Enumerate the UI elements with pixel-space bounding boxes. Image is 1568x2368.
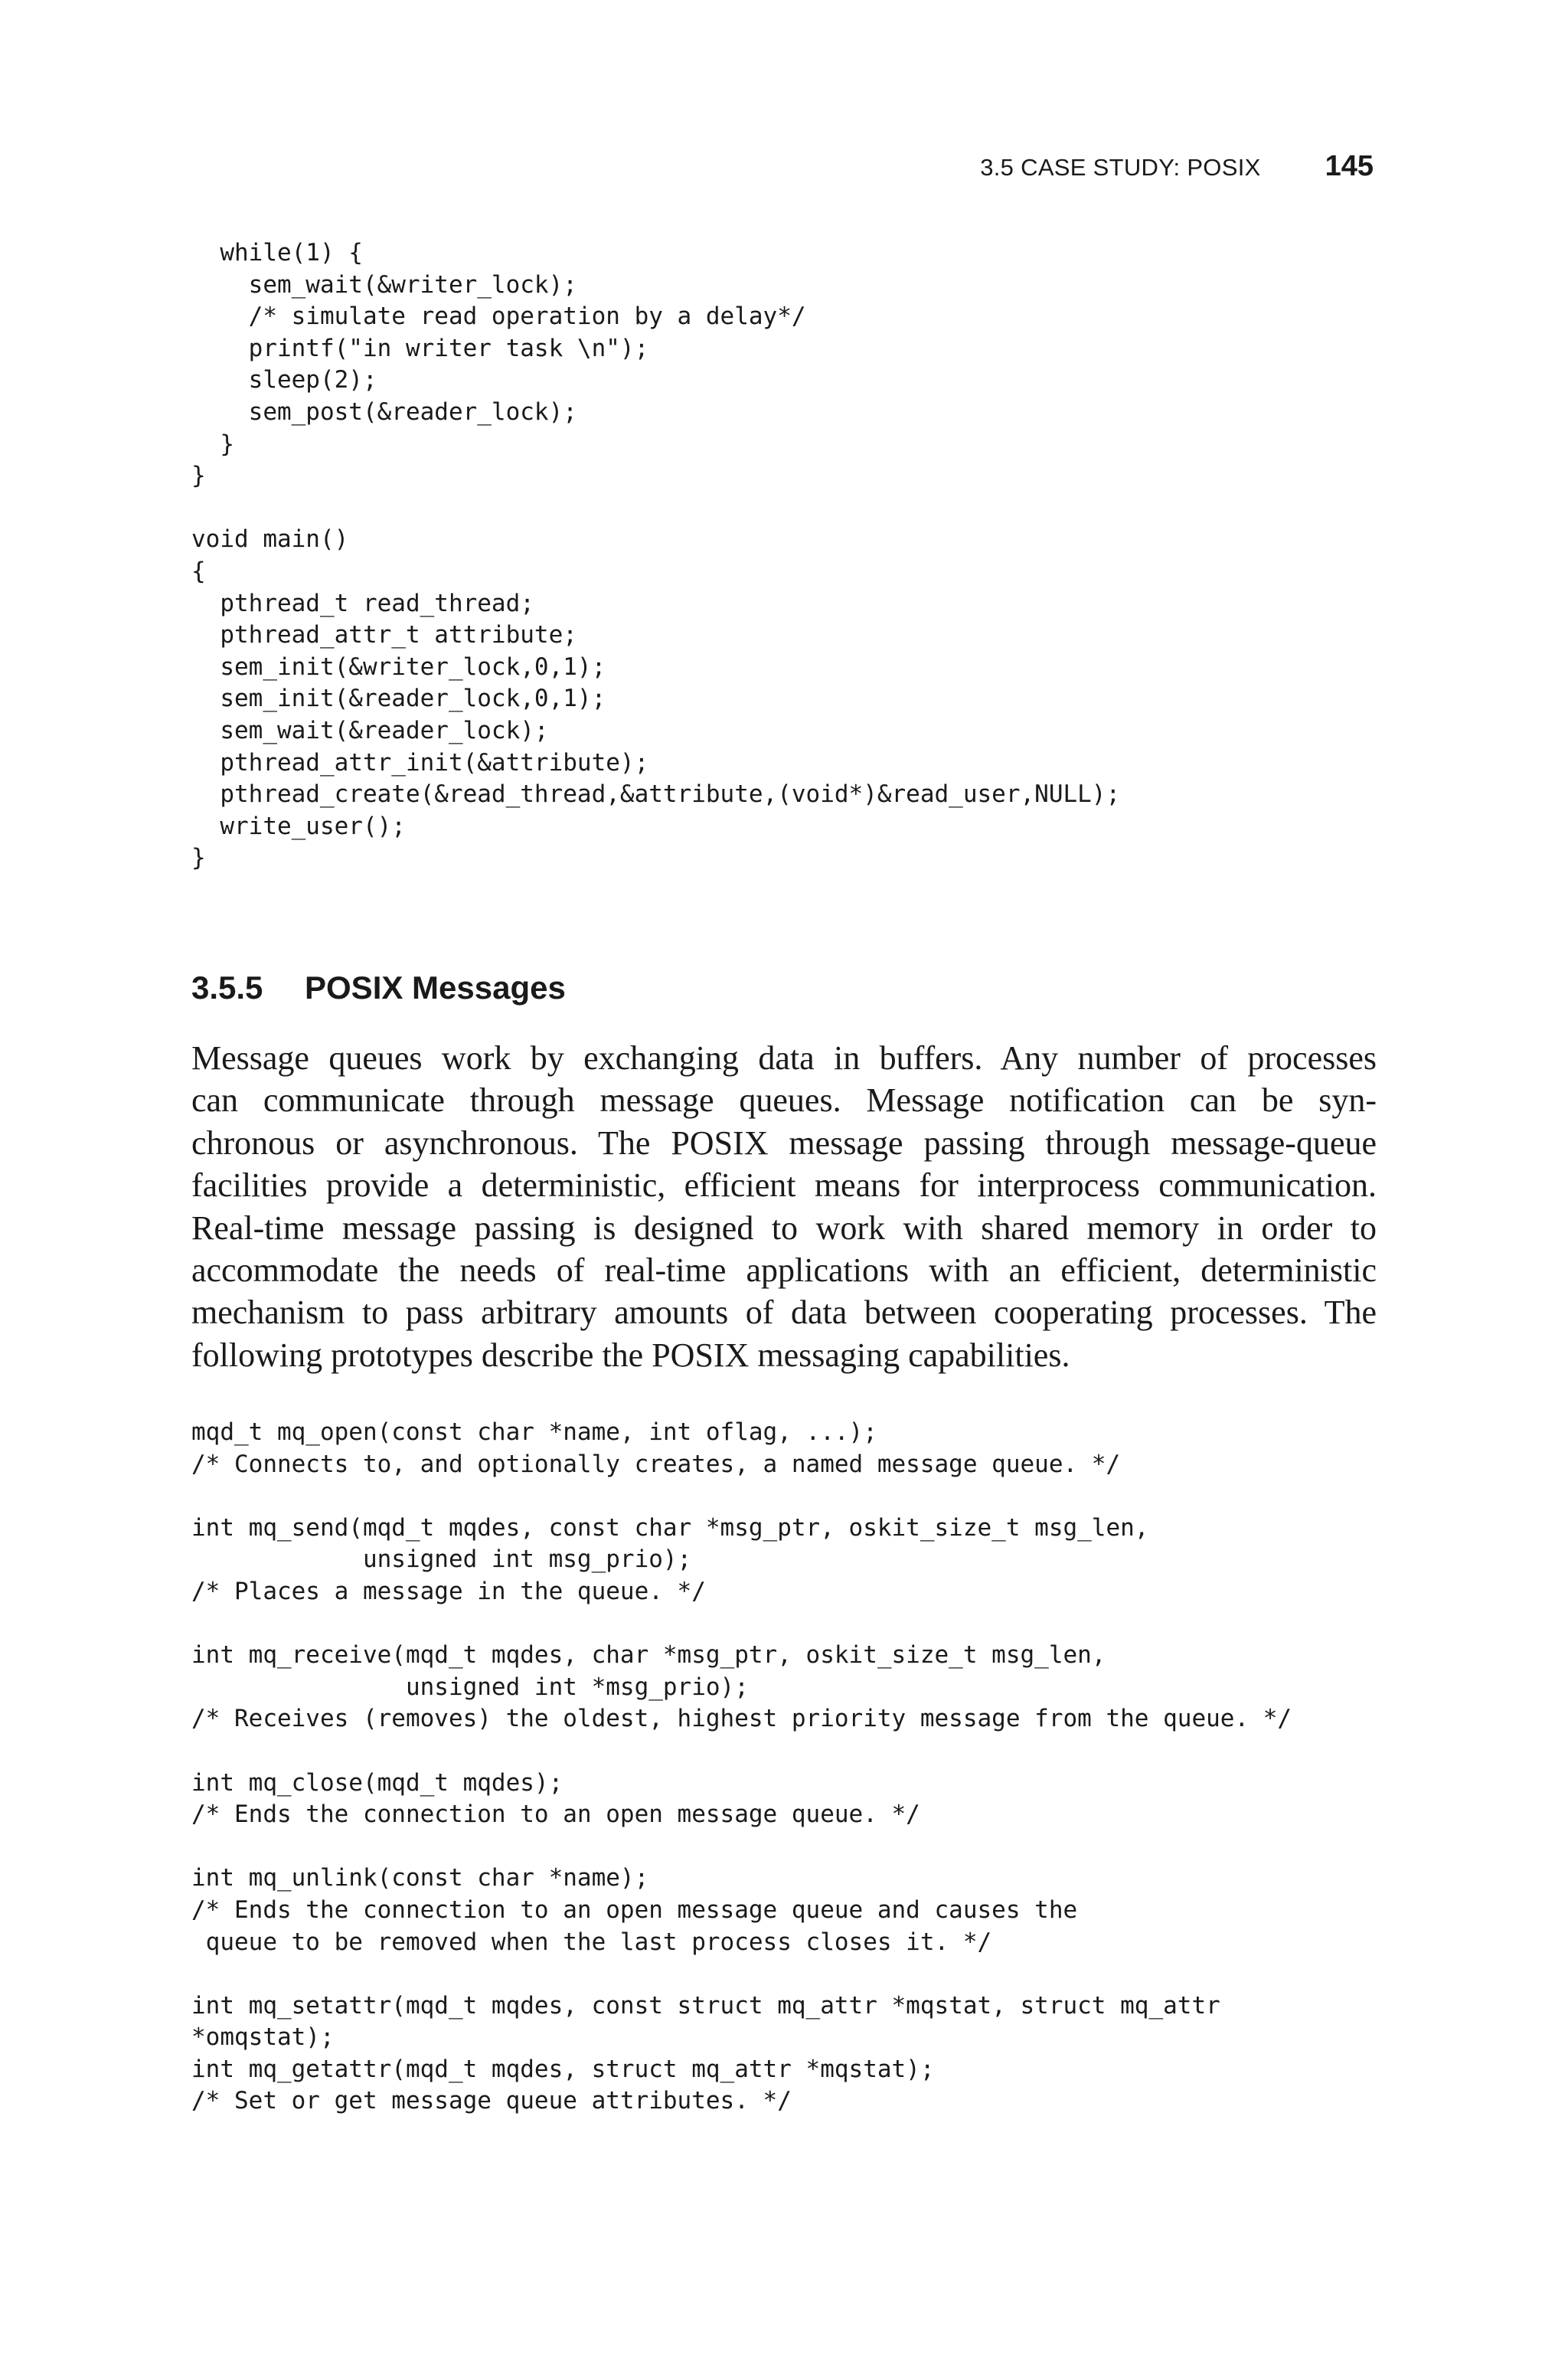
running-header: [980, 150, 1374, 183]
paragraph-line: mechanism to pass arbitrary amounts of data between cooperating processes. The: [191, 1294, 1377, 1332]
section-heading: [191, 970, 566, 1006]
paragraph-line: can communicate through message queues. Message notification can be syn-: [191, 1081, 1377, 1120]
section-title: POSIX Messages: [305, 970, 566, 1006]
body-paragraph: [191, 1037, 1377, 1376]
running-header-section: 3.5 CASE STUDY: POSIX: [980, 154, 1261, 181]
paragraph-line: Message queues work by exchanging data in buffers. Any number of processes: [191, 1039, 1377, 1077]
paragraph-line: accommodate the needs of real-time applications with an efficient, deterministic: [191, 1251, 1377, 1290]
paragraph-line: facilities provide a deterministic, efficient means for interprocess communication.: [191, 1166, 1377, 1205]
paragraph-line: chronous or asynchronous. The POSIX message passing through message-queue: [191, 1123, 1377, 1162]
section-number: 3.5.5: [191, 970, 263, 1006]
code-listing-writer-main: while(1) { sem_wait(&writer_lock); /* simulate read operation by a delay*/ printf("in writer task \n"); sleep(2); sem_post(&reader_lock); } } void main() { pthread_t read_thread; pthread_attr_t attribute; sem_init(&writer_lock,0,1); sem_init(&reader_lock,0,1); sem_wait(&reader_lock); pthread_attr_init(&attribute); pthread_create(&read_thread,&attribute,(void*)&read_user,NULL); write_user(); }: [191, 239, 1121, 872]
paragraph-line: Real-time message passing is designed to work with shared memory in order to: [191, 1209, 1377, 1247]
code-listing-mq-prototypes: mqd_t mq_open(const char *name, int oflag, ...); /* Connects to, and optionally creates, a named message queue. */ int mq_send(mqd_t mqdes, const char *msg_ptr, oskit_size_t msg_len, unsigned int msg_prio); /* Places a message in the queue. */ int mq_receive(mqd_t mqdes, char *msg_ptr, oskit_size_t msg_len, unsigned int *msg_prio); /* Receives (removes) the oldest, highest priority message from the queue. */ int mq_close(mqd_t mqdes); /* Ends the connection to an open message queue. */ int mq_unlink(const char *name); /* Ends the connection to an open message queue and causes the queue to be removed when the last process closes it. */ int mq_setattr(mqd_t mqdes, const struct mq_attr *mqstat, struct mq_attr *omqstat); int mq_getattr(mqd_t mqdes, struct mq_attr *mqstat); /* Set or get message queue attributes. */: [191, 1418, 1292, 2115]
page-number: 145: [1325, 150, 1374, 182]
paragraph-line: following prototypes describe the POSIX messaging capabilities.: [191, 1336, 1070, 1374]
